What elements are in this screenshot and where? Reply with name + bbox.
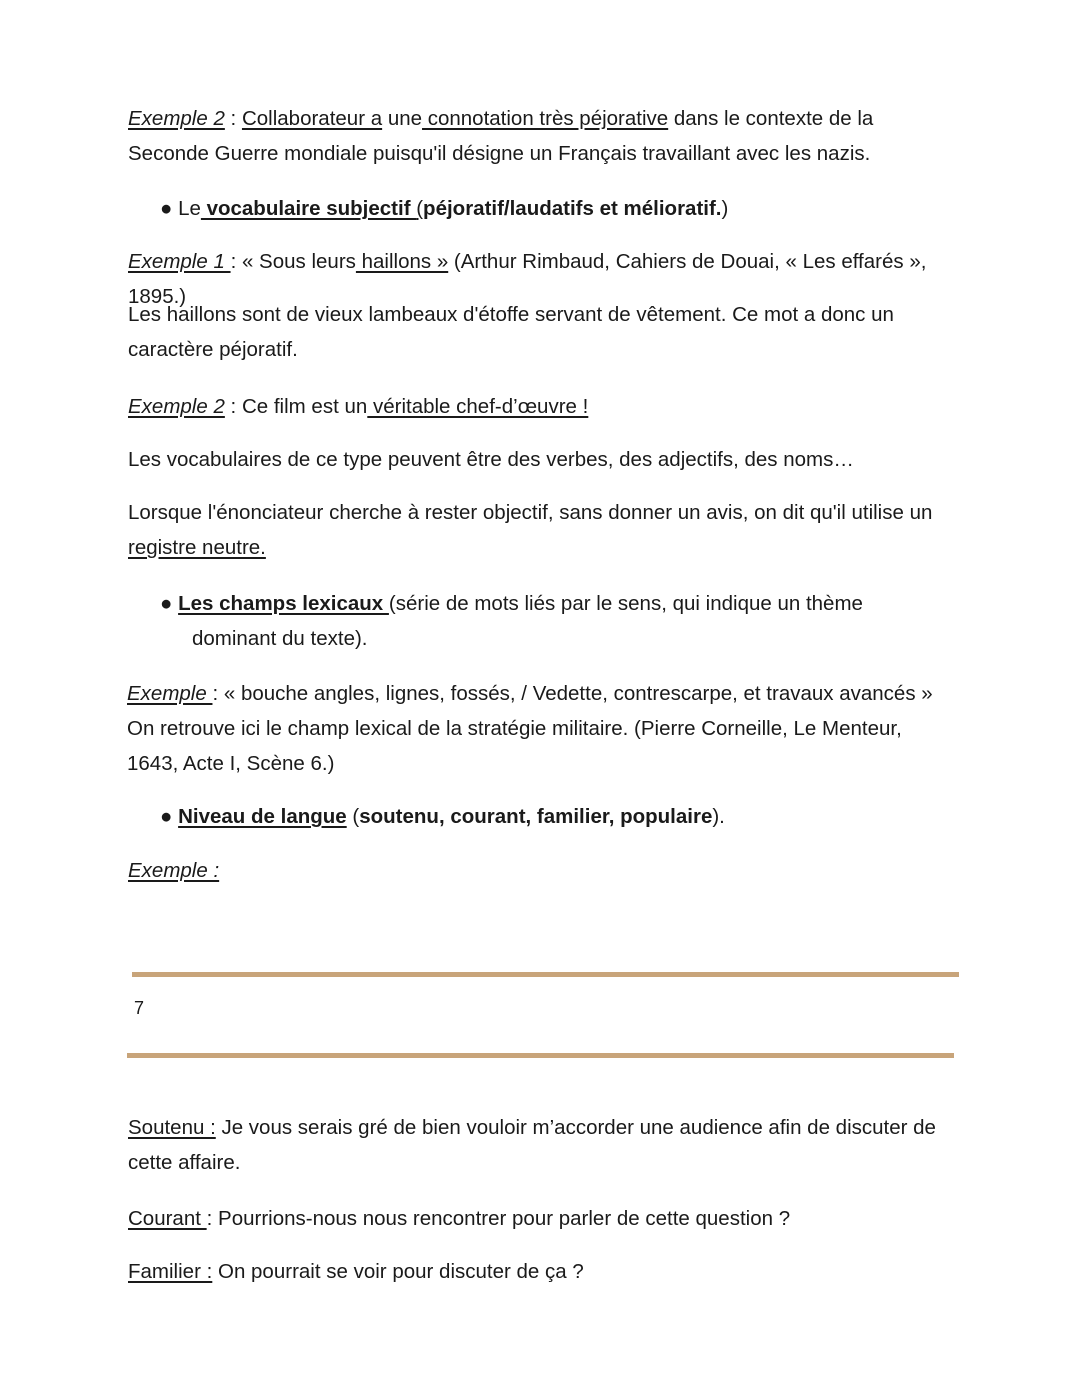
underlined-text: véritable chef-d’œuvre ! [367, 395, 589, 418]
underlined-text: haillons » [355, 250, 449, 273]
example-label: Exemple : [128, 859, 220, 882]
text: : « Sous leurs [230, 250, 356, 273]
text: On pourrait se voir pour discuter de ça ? [212, 1260, 584, 1283]
text: (série de mots liés par le sens, qui indique un thème [388, 592, 863, 615]
underlined-text: connotation très péjorative [422, 107, 669, 130]
paragraph-example-collaborateur [128, 101, 958, 171]
text: ) [721, 197, 729, 220]
example-label: Exemple [127, 682, 213, 705]
page-divider-top [132, 972, 959, 977]
heading-term: vocabulaire subjectif [200, 197, 417, 220]
text: (Arthur Rimbaud, Cahiers de Douai, « Les effarés », 1895.) [128, 250, 927, 308]
bold-text: soutenu, courant, familier, populaire [359, 805, 713, 828]
paragraph-courant [128, 1201, 958, 1236]
paragraph-registre-neutre [128, 495, 958, 565]
underlined-text: Collaborateur a [241, 107, 383, 130]
register-label: Familier : [128, 1260, 213, 1283]
bullet-icon: ● [160, 197, 173, 220]
text: : [224, 107, 242, 130]
text: une [382, 107, 423, 130]
text: Je vous serais gré de bien vouloir m’accorder une audience afin de discuter de cette affaire. [128, 1116, 936, 1174]
example-label: Exemple 1 [128, 250, 231, 273]
bullet-champs-lexicaux [160, 586, 937, 656]
bullet-vocabulaire-subjectif [160, 191, 937, 226]
example-label: Exemple 2 [128, 395, 225, 418]
text: : Ce film est un [224, 395, 368, 418]
paragraph-soutenu [128, 1110, 958, 1180]
text: : Pourrions-nous nous rencontrer pour parler de cette question ? [206, 1207, 791, 1230]
paragraph-familier [128, 1254, 958, 1289]
text: dominant du texte). [192, 627, 368, 650]
text: ( [346, 805, 360, 828]
paragraph-vocabulaires: Les vocabulaires de ce type peuvent être des verbes, des adjectifs, des noms… [128, 448, 854, 471]
text: Le [172, 197, 201, 220]
paragraph-example-corneille [127, 676, 957, 781]
text: Lorsque l'énonciateur cherche à rester objectif, sans donner un avis, on dit qu'il utilise un [128, 501, 933, 524]
example-label: Exemple 2 [128, 107, 225, 130]
underlined-text: registre neutre. [128, 536, 266, 559]
page-divider-bottom [127, 1053, 954, 1058]
bullet-icon: ● [160, 805, 173, 828]
bullet-icon: ● [160, 592, 173, 615]
bold-text: péjoratif/laudatifs et mélioratif. [423, 197, 722, 220]
register-label: Courant [128, 1207, 207, 1230]
page-number: 7 [134, 998, 145, 1018]
text: ). [712, 805, 725, 828]
heading-term: Les champs lexicaux [178, 592, 389, 615]
text: ( [416, 197, 424, 220]
heading-term: Niveau de langue [178, 805, 347, 828]
register-label: Soutenu : [128, 1116, 216, 1139]
text: dans le contexte de la Seconde Guerre mondiale puisqu'il désigne un Français travaillant avec les nazis. [128, 107, 874, 165]
paragraph-haillons-explanation: Les haillons sont de vieux lambeaux d'étoffe servant de vêtement. Ce mot a donc un caractère péjoratif. [128, 303, 894, 361]
bullet-niveau-de-langue [160, 799, 937, 834]
paragraph-example-film [128, 389, 958, 424]
text: : « bouche angles, lignes, fossés, / Vedette, contrescarpe, et travaux avancés » On retrouve ici le champ lexical de la stratégie militaire. (Pierre Corneille, Le Menteur, 1643, Acte I, Scène 6.) [127, 682, 933, 775]
